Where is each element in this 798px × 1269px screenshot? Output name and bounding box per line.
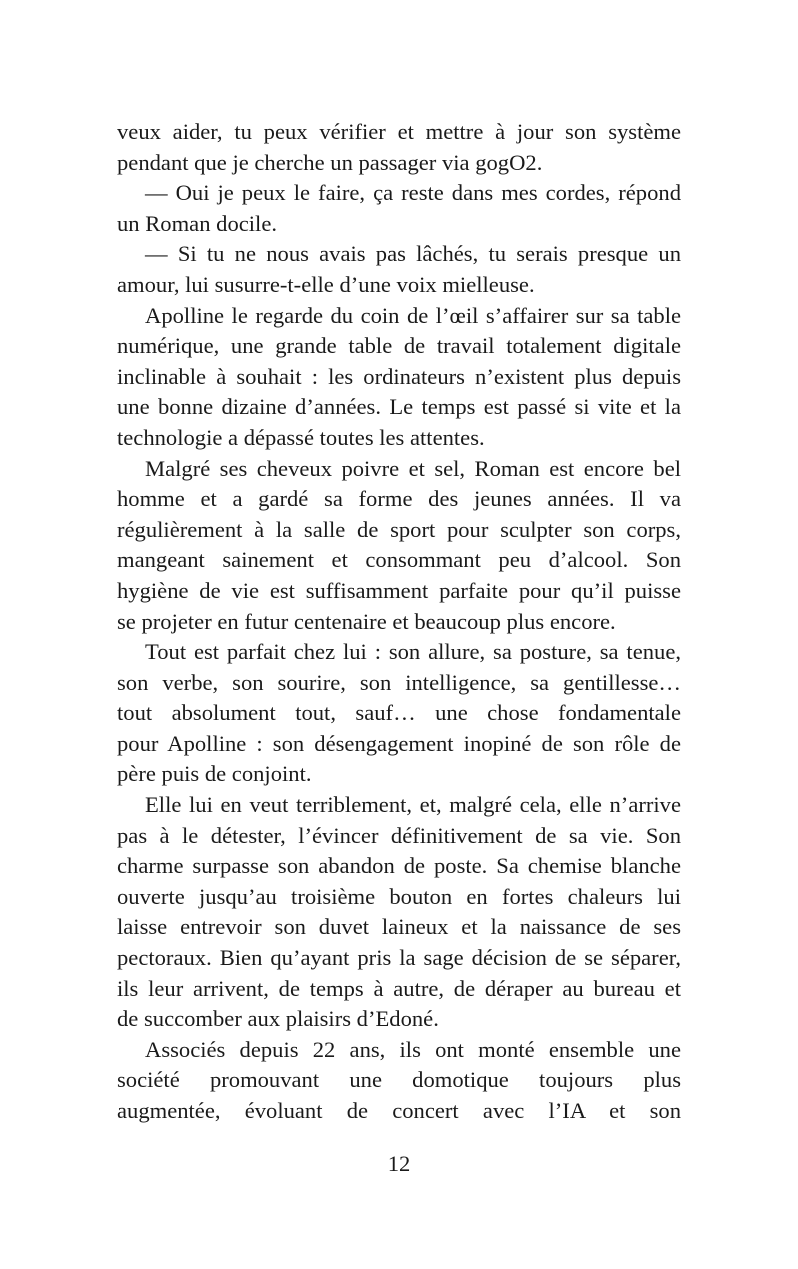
text-line: Associés depuis 22 ans, ils ont monté ensemble une <box>145 1036 681 1062</box>
text-line: mangeant sainement et consommant peu d’alcool. Son <box>117 547 681 573</box>
text-line: Malgré ses cheveux poivre et sel, Roman est encore bel <box>145 455 681 481</box>
text-line: Apolline le regarde du coin de l’œil s’affairer sur sa table <box>145 302 681 328</box>
text-line: une bonne dizaine d’années. Le temps est passé si vite et la <box>117 394 681 420</box>
text-line: inclinable à souhait : les ordinateurs n’existent plus depuis <box>117 363 681 389</box>
text-line: pas à le détester, l’évincer définitivement de sa vie. Son <box>117 822 681 848</box>
page-number: 12 <box>387 1151 411 1176</box>
text-line: laisse entrevoir son duvet laineux et la naissance de ses <box>117 914 681 940</box>
text-line: ouverte jusqu’au troisième bouton en fortes chaleurs lui <box>117 883 681 909</box>
text-line: tout absolument tout, sauf… une chose fondamentale <box>117 700 681 726</box>
text-line: pour Apolline : son désengagement inopiné de son rôle de <box>117 730 681 756</box>
text-line: augmentée, évoluant de concert avec l’IA et son <box>117 1098 681 1123</box>
text-line: hygiène de vie est suffisamment parfaite pour qu’il puisse <box>117 577 681 603</box>
text-line: régulièrement à la salle de sport pour sculpter son corps, <box>117 516 681 542</box>
text-line: Elle lui en veut terriblement, et, malgré cela, elle n’arrive <box>145 792 681 818</box>
text-line: numérique, une grande table de travail totalement digitale <box>117 333 681 359</box>
text-line: pectoraux. Bien qu’ayant pris la sage décision de se séparer, <box>117 945 681 971</box>
text-line: père puis de conjoint. <box>117 761 312 787</box>
body-text <box>117 117 681 1127</box>
text-line: de succomber aux plaisirs d’Edoné. <box>117 1006 439 1032</box>
text-line: Tout est parfait chez lui : son allure, sa posture, sa tenue, <box>145 639 681 665</box>
text-line: un Roman docile. <box>117 210 278 236</box>
text-line: technologie a dépassé toutes les attentes. <box>117 424 485 450</box>
text-line: charme surpasse son abandon de poste. Sa chemise blanche <box>117 853 681 879</box>
text-line: homme et a gardé sa forme des jeunes années. Il va <box>117 486 681 512</box>
text-line: amour, lui susurre-t-elle d’une voix mielleuse. <box>117 271 535 297</box>
text-line: — Si tu ne nous avais pas lâchés, tu serais presque un <box>145 241 681 267</box>
text-line: ils leur arrivent, de temps à autre, de déraper au bureau et <box>117 975 681 1001</box>
text-line: société promouvant une domotique toujours plus <box>117 1067 681 1093</box>
text-line: se projeter en futur centenaire et beaucoup plus encore. <box>117 608 616 634</box>
text-line: — Oui je peux le faire, ça reste dans mes cordes, répond <box>145 180 681 206</box>
text-line: veux aider, tu peux vérifier et mettre à jour son système <box>117 119 681 144</box>
text-line: son verbe, son sourire, son intelligence, sa gentillesse… <box>117 669 681 695</box>
text-line: pendant que je cherche un passager via gogO2. <box>117 149 543 175</box>
